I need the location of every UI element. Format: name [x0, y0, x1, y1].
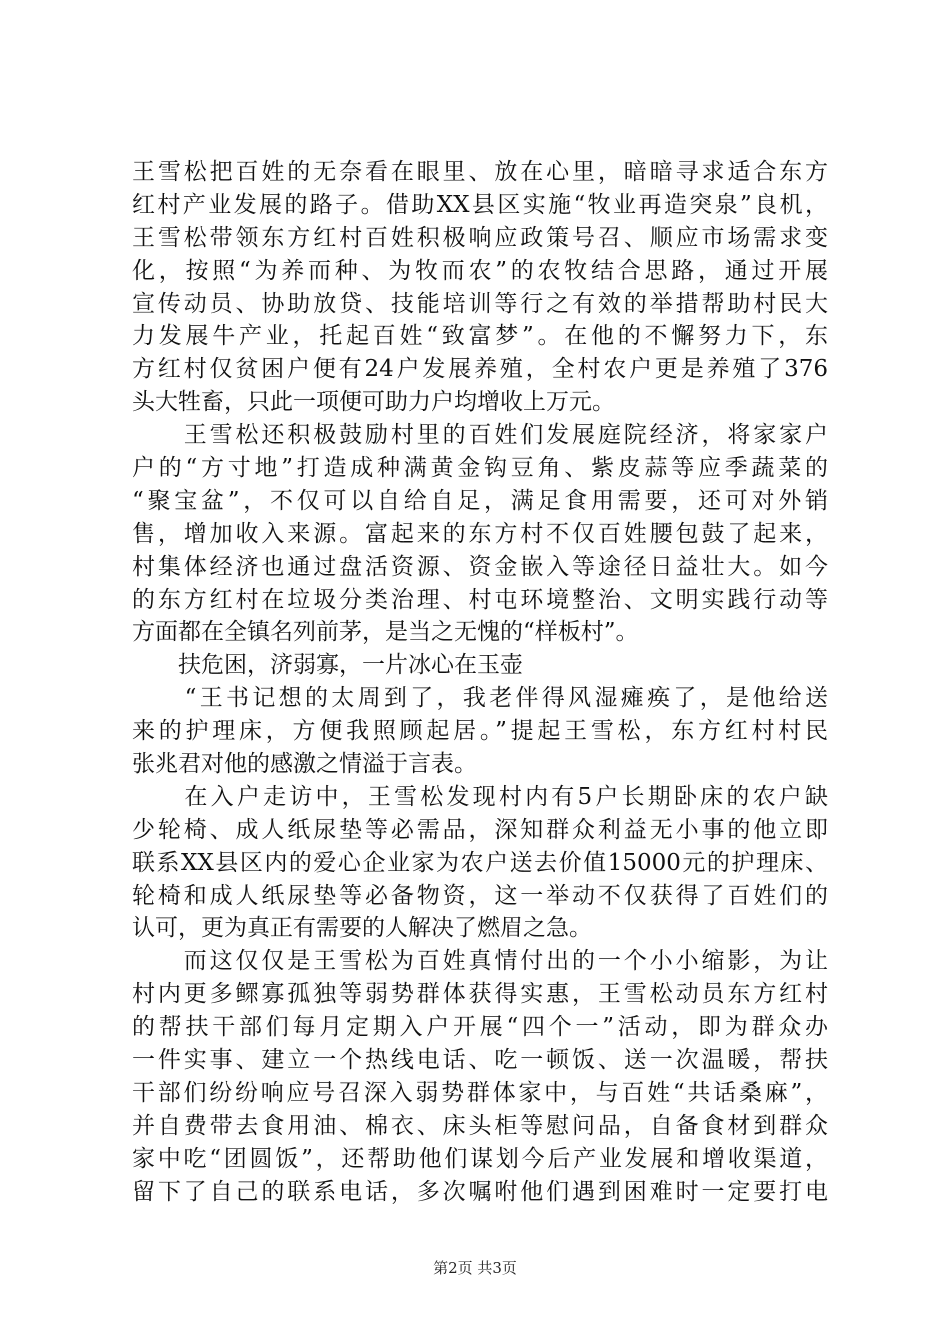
- text-line: 王雪松带领东方红村百姓积极响应政策号召、顺应市场需求变: [132, 224, 828, 251]
- text-line: 而这仅仅是王雪松为百姓真情付出的一个小小缩影，为让: [132, 948, 828, 975]
- text-line: 轮椅和成人纸尿垫等必备物资，这一举动不仅获得了百姓们的: [132, 882, 828, 909]
- text-line: “聚宝盆”，不仅可以自给自足，满足食用需要，还可对外销: [132, 487, 828, 514]
- text-line: 王雪松把百姓的无奈看在眼里、放在心里，暗暗寻求适合东方: [132, 159, 828, 185]
- text-line: 的东方红村在垃圾分类治理、村屯环境整治、文明实践行动等: [132, 586, 828, 613]
- text-line: 干部们纷纷响应号召深入弱势群体家中，与百姓“共话桑麻”，: [132, 1079, 828, 1106]
- body-text: [132, 156, 828, 1209]
- text-line: 红村产业发展的路子。借助XX县区实施“牧业再造突泉”良机，: [132, 191, 828, 218]
- text-line: 宣传动员、协助放贷、技能培训等行之有效的举措帮助村民大: [132, 290, 828, 317]
- text-line: 方红村仅贫困户便有24户发展养殖，全村农户更是养殖了376: [132, 356, 828, 383]
- text-line: 扶危困，济弱寡，一片冰心在玉壶: [132, 652, 523, 679]
- text-line: 头大牲畜，只此一项便可助力户均增收上万元。: [132, 389, 615, 416]
- text-line: 力发展牛产业，托起百姓“致富梦”。在他的不懈努力下，东: [132, 323, 828, 350]
- text-line: 留下了自己的联系电话，多次嘱咐他们遇到困难时一定要打电: [132, 1178, 828, 1205]
- text-line: 户的“方寸地”打造成种满黄金钩豆角、紫皮蒜等应季蔬菜的: [132, 455, 828, 482]
- text-line: 村内更多鳏寡孤独等弱势群体获得实惠，王雪松动员东方红村: [132, 981, 828, 1008]
- text-line: 的帮扶干部们每月定期入户开展“四个一”活动，即为群众办: [132, 1014, 828, 1041]
- text-line: 并自费带去食用油、棉衣、床头柜等慰问品，自备食材到群众: [132, 1112, 828, 1139]
- text-line: 少轮椅、成人纸尿垫等必需品，深知群众利益无小事的他立即: [132, 816, 828, 843]
- text-line: 村集体经济也通过盘活资源、资金嵌入等途径日益壮大。如今: [132, 553, 828, 580]
- text-line: 在入户走访中，王雪松发现村内有5户长期卧床的农户缺: [132, 783, 828, 810]
- text-line: 方面都在全镇名列前茅，是当之无愧的“样板村”。: [132, 619, 639, 646]
- text-line: 张兆君对他的感激之情溢于言表。: [132, 751, 477, 778]
- text-line: 联系XX县区内的爱心企业家为农户送去价值15000元的护理床、: [132, 849, 828, 876]
- text-line: 售，增加收入来源。富起来的东方村不仅百姓腰包鼓了起来，: [132, 520, 828, 547]
- text-line: 家中吃“团圆饭”，还帮助他们谋划今后产业发展和增收渠道，: [132, 1145, 828, 1172]
- text-line: 王雪松还积极鼓励村里的百姓们发展庭院经济，将家家户: [132, 422, 828, 449]
- text-line: 化，按照“为养而种、为牧而农”的农牧结合思路，通过开展: [132, 257, 828, 284]
- text-line: 来的护理床，方便我照顾起居。”提起王雪松，东方红村村民: [132, 718, 828, 745]
- text-line: “王书记想的太周到了，我老伴得风湿瘫痪了，是他给送: [132, 685, 828, 712]
- text-line: 认可，更为真正有需要的人解决了燃眉之急。: [132, 915, 592, 942]
- text-line: 一件实事、建立一个热线电话、吃一顿饭、送一次温暖，帮扶: [132, 1047, 828, 1074]
- page-footer: 第2页 共3页: [433, 1259, 517, 1277]
